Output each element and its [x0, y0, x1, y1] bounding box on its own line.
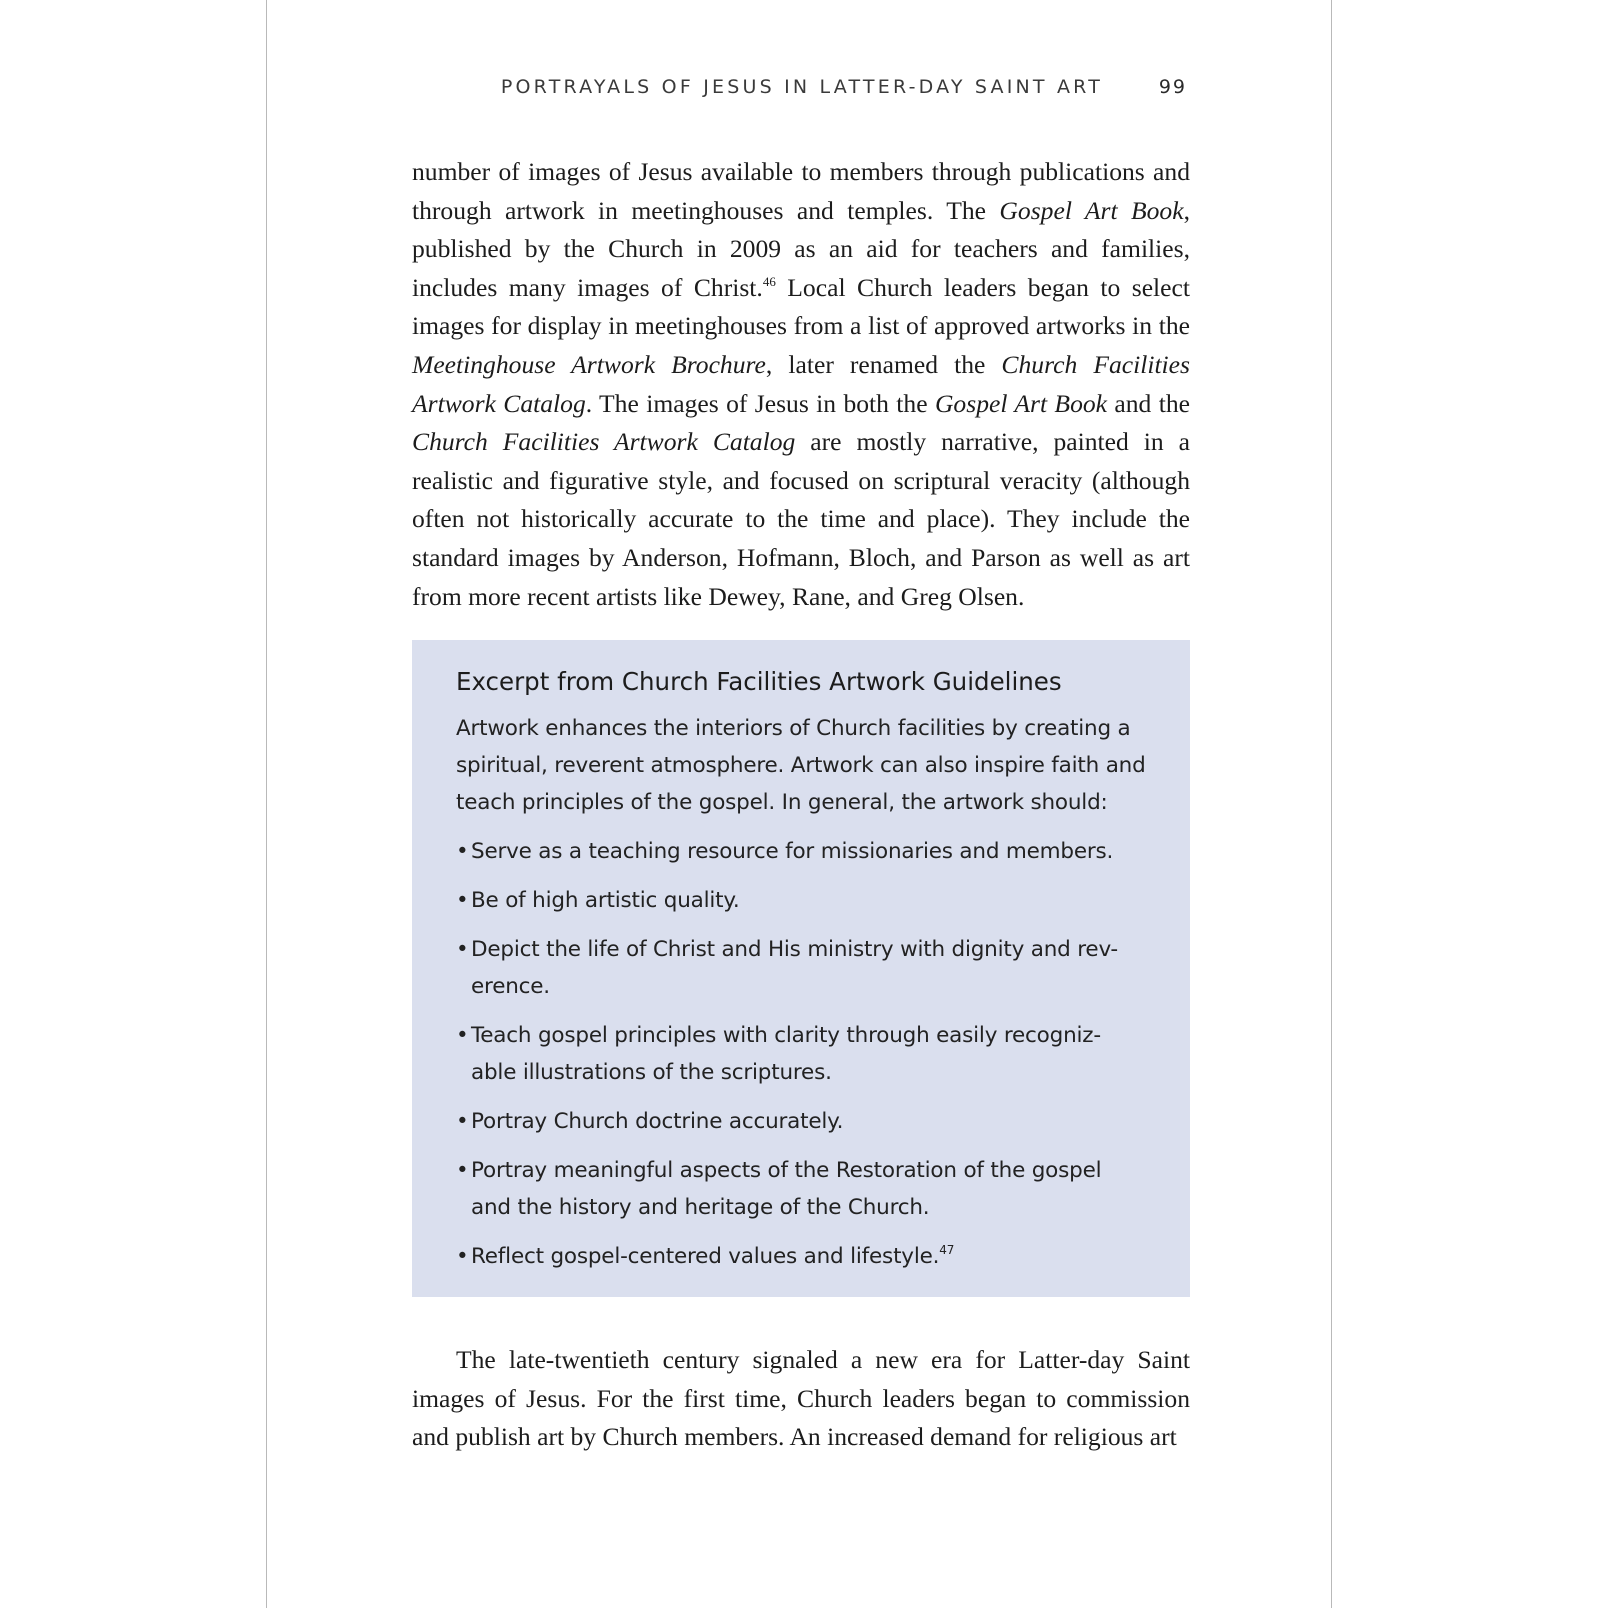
italic-title-gospel-art-book: Gospel Art Book	[934, 388, 1108, 418]
bullet-icon: •	[456, 839, 469, 864]
list-item	[456, 1152, 1146, 1226]
bullet-icon: •	[456, 1023, 469, 1048]
running-title: PORTRAYALS OF JESUS IN LATTER-DAY SAINT ART	[500, 76, 1103, 98]
guideline-list	[456, 833, 1146, 1275]
italic-title-gospel-art-book: Gospel Art Book	[999, 195, 1184, 225]
paragraph-text	[412, 153, 1190, 616]
list-item	[456, 1103, 1146, 1140]
list-item-text: Portray meaningful aspects of the Restoration of the gospel and the history and heritage of the Church.	[471, 1158, 1102, 1220]
list-item	[456, 1238, 1146, 1275]
list-item-text: Reflect gospel-centered values and lifestyle.	[471, 1244, 940, 1269]
text-run: are mostly narrative, painted in a realistic and figurative style, and focused on scriptural veracity (although often not historically accurate to the time and place). They include the standard images by Anderson, Hofmann, Bloch, and Parson as well as art from more recent artists like Dewey, Rane, and Greg Olsen.	[412, 427, 1190, 611]
body-paragraph-2	[412, 1341, 1190, 1457]
list-item	[456, 1017, 1146, 1091]
list-item	[456, 833, 1146, 870]
italic-title-facilities-catalog: Church Facilities Artwork Catalog	[412, 349, 1190, 418]
guidelines-sidebar-box	[412, 640, 1190, 1297]
body-paragraph-1	[412, 153, 1190, 616]
footnote-ref-47[interactable]: 47	[939, 1243, 955, 1257]
bullet-icon: •	[456, 1158, 469, 1183]
list-item-text: Teach gospel principles with clarity through easily recogniz-able illustrations of the scriptures.	[471, 1023, 1101, 1085]
text-run: , published by the Church in 2009 as an aid for teachers and families, includes many images of Christ.	[412, 195, 1190, 302]
paragraph-text: The late-twentieth century signaled a new era for Latter-day Saint images of Jesus. For the first time, Church leaders began to commission and publish art by Church members. An increased demand for religious art	[412, 1345, 1190, 1452]
bullet-icon: •	[456, 937, 469, 962]
bullet-icon: •	[456, 888, 469, 913]
text-run: Local Church leaders began to select images for display in meetinghouses from a list of approved artworks in the	[412, 272, 1190, 341]
bullet-icon: •	[456, 1244, 469, 1269]
text-run: , later renamed the	[765, 349, 1002, 379]
list-item-text: Depict the life of Christ and His ministry with dignity and rev-erence.	[471, 937, 1118, 999]
footnote-ref-46[interactable]: 46	[762, 273, 776, 289]
list-item-text: Be of high artistic quality.	[471, 888, 740, 913]
sidebar-intro: Artwork enhances the interiors of Church facilities by creating a spiritual, reverent atmosphere. Artwork can also inspire faith and teach principles of the gospel. In general, the artwork should:	[456, 716, 1146, 815]
text-run: number of images of Jesus available to members through publications and through artwork in meetinghouses and temples. The	[412, 157, 1190, 225]
italic-title-facilities-catalog: Church Facilities Artwork Catalog	[412, 427, 796, 457]
list-item	[456, 882, 1146, 919]
book-page	[266, 0, 1332, 1608]
running-head	[267, 76, 1331, 106]
text-run: . The images of Jesus in both the	[585, 388, 935, 418]
list-item	[456, 931, 1146, 1005]
italic-title-meetinghouse-brochure: Meetinghouse Artwork Brochure	[412, 349, 766, 379]
text-run: and the	[1107, 388, 1190, 418]
list-item-text: Serve as a teaching resource for missionaries and members.	[471, 839, 1114, 864]
bullet-icon: •	[456, 1109, 469, 1134]
list-item-text: Portray Church doctrine accurately.	[471, 1109, 844, 1134]
sidebar-title: Excerpt from Church Facilities Artwork Guidelines	[456, 667, 1062, 696]
page-number: 99	[1158, 76, 1187, 98]
